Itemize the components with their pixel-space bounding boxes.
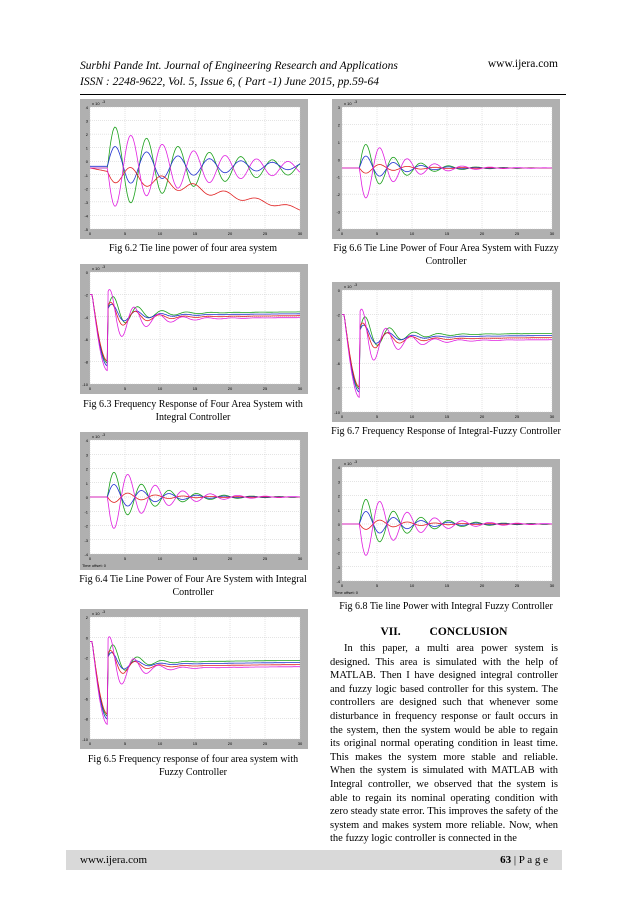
running-header xyxy=(80,58,398,90)
footer-page xyxy=(500,850,548,870)
y-tick-label: 1 xyxy=(337,507,340,513)
axis-multiplier: x 10 xyxy=(92,611,100,616)
y-tick-label: -6 xyxy=(84,337,88,343)
x-tick-label: 25 xyxy=(262,231,268,236)
x-tick-label: 0 xyxy=(340,583,344,588)
axis-exponent: -3 xyxy=(354,283,358,287)
y-tick-label: -3 xyxy=(336,564,340,570)
time-offset: Time offset: 0 xyxy=(334,590,359,595)
x-tick-label: 30 xyxy=(297,741,303,746)
plot-f65 xyxy=(80,609,308,749)
caption-6-5: Fig 6.5 Frequency response of four area system with Fuzzy Controller xyxy=(87,754,299,778)
x-tick-label: 15 xyxy=(444,414,450,419)
axis-exponent: -3 xyxy=(102,265,106,269)
caption-6-8: Fig 6.8 Tie line Power with Integral Fuzzy Controller xyxy=(339,601,553,612)
y-tick-label: 3 xyxy=(337,479,340,485)
y-tick-label: -4 xyxy=(84,314,88,320)
y-tick-label: -10 xyxy=(82,382,88,387)
conclusion-paragraph: In this paper, a multi area power system is designed. This area is simulated with the help of MATLAB. Then I have designed integral controller and fuzzy logic based controller for this system. The controllers are designed such that whenever some disturbance in frequency response or fault occurs in the system, then the system would be able to regain its original normal operating condition in least time. This makes the system more stable and reliable. When the system is simulated with MATLAB with Integral controller, we observed that the system is able to regain its nominal operating condition with zero steady state error. This improves the safety of the system and makes system more reliable. Now, when the fuzzy logic controller is connected in the xyxy=(330,643,558,845)
y-tick-label: 3 xyxy=(85,452,88,458)
x-tick-label: 10 xyxy=(157,386,163,391)
section-number: VII. xyxy=(380,626,401,638)
x-tick-label: 0 xyxy=(340,414,344,419)
y-tick-label: 3 xyxy=(337,105,340,110)
y-tick-label: 2 xyxy=(85,132,88,138)
y-tick-label: -1 xyxy=(336,174,340,180)
x-tick-label: 30 xyxy=(297,556,303,561)
x-tick-label: 30 xyxy=(549,414,555,419)
x-tick-label: 20 xyxy=(227,386,233,391)
y-tick-label: 3 xyxy=(85,118,88,124)
y-tick-label: 0 xyxy=(85,159,88,165)
figure-6-8 xyxy=(332,459,560,597)
y-tick-label: 0 xyxy=(85,635,88,641)
y-tick-label: 1 xyxy=(85,480,88,486)
y-tick-label: -3 xyxy=(84,537,88,543)
figure-6-5 xyxy=(80,609,308,749)
header-rule xyxy=(80,94,566,95)
y-tick-label: 1 xyxy=(337,139,340,145)
y-tick-label: -3 xyxy=(336,209,340,215)
y-tick-label: -4 xyxy=(336,336,340,342)
x-tick-label: 10 xyxy=(157,741,163,746)
caption-6-6: Fig 6.6 Tie Line Power of Four Area System with Fuzzy Controller xyxy=(333,243,559,267)
x-tick-label: 15 xyxy=(192,386,198,391)
y-tick-label: -6 xyxy=(84,696,88,702)
y-tick-label: -8 xyxy=(84,716,88,722)
x-tick-label: 25 xyxy=(262,556,268,561)
y-tick-label: 2 xyxy=(85,615,88,620)
x-tick-label: 20 xyxy=(227,556,233,561)
x-tick-label: 30 xyxy=(549,583,555,588)
y-tick-label: 0 xyxy=(337,157,340,163)
x-tick-label: 20 xyxy=(479,414,485,419)
plot-f68 xyxy=(332,459,560,597)
y-tick-label: -4 xyxy=(336,579,340,584)
y-tick-label: -4 xyxy=(84,676,88,681)
x-tick-label: 25 xyxy=(514,583,520,588)
y-tick-label: -6 xyxy=(336,361,340,367)
figure-6-3 xyxy=(80,264,308,394)
y-tick-label: -10 xyxy=(82,737,88,742)
y-tick-label: 4 xyxy=(337,465,340,470)
y-tick-label: -5 xyxy=(84,227,88,232)
axis-exponent: -3 xyxy=(354,460,358,464)
y-tick-label: 0 xyxy=(337,288,340,293)
y-tick-label: -1 xyxy=(336,536,340,542)
y-tick-label: -2 xyxy=(84,523,88,529)
header-site: www.ijera.com xyxy=(487,58,558,70)
x-tick-label: 25 xyxy=(262,741,268,746)
section-heading xyxy=(330,626,558,638)
y-tick-label: -2 xyxy=(336,312,340,318)
x-tick-label: 20 xyxy=(479,231,485,236)
time-offset: Time offset: 0 xyxy=(82,563,107,568)
x-tick-label: 10 xyxy=(409,414,415,419)
plot-f63 xyxy=(80,264,308,394)
y-tick-label: -2 xyxy=(84,292,88,298)
y-tick-label: 0 xyxy=(337,522,340,527)
x-tick-label: 20 xyxy=(227,231,233,236)
section-title: CONCLUSION xyxy=(429,626,508,638)
y-tick-label: -1 xyxy=(84,172,88,178)
x-tick-label: 15 xyxy=(444,583,450,588)
x-tick-label: 5 xyxy=(123,386,127,391)
y-tick-label: 0 xyxy=(85,495,88,500)
axis-multiplier: x 10 xyxy=(92,266,100,271)
page-label: | P a g e xyxy=(511,854,548,866)
x-tick-label: 10 xyxy=(409,583,415,588)
caption-6-2: Fig 6.2 Tie line power of four area system xyxy=(108,243,278,254)
x-tick-label: 25 xyxy=(514,414,520,419)
y-tick-label: -2 xyxy=(336,550,340,556)
x-tick-label: 10 xyxy=(157,556,163,561)
axis-multiplier: x 10 xyxy=(92,434,100,439)
x-tick-label: 0 xyxy=(88,231,92,236)
conclusion-body xyxy=(330,642,558,846)
y-tick-label: -2 xyxy=(336,192,340,198)
x-tick-label: 5 xyxy=(123,231,127,236)
x-tick-label: 20 xyxy=(479,583,485,588)
x-tick-label: 20 xyxy=(227,741,233,746)
x-tick-label: 5 xyxy=(375,231,379,236)
x-tick-label: 5 xyxy=(123,741,127,746)
x-tick-label: 25 xyxy=(514,231,520,236)
axis-multiplier: x 10 xyxy=(92,101,100,106)
axis-exponent: -3 xyxy=(102,100,106,104)
caption-6-7: Fig 6.7 Frequency Response of Integral-Fuzzy Controller xyxy=(331,426,561,437)
x-tick-label: 0 xyxy=(88,556,92,561)
x-tick-label: 0 xyxy=(340,231,344,236)
x-tick-label: 10 xyxy=(409,231,415,236)
issn-line: ISSN : 2248-9622, Vol. 5, Issue 6, ( Part -1) June 2015, pp.59-64 xyxy=(80,76,379,88)
axis-multiplier: x 10 xyxy=(344,101,352,106)
figure-6-7 xyxy=(332,282,560,422)
axis-exponent: -3 xyxy=(354,100,358,104)
y-tick-label: -8 xyxy=(84,359,88,365)
x-tick-label: 25 xyxy=(262,386,268,391)
x-tick-label: 15 xyxy=(192,556,198,561)
journal-line: Surbhi Pande Int. Journal of Engineering Research and Applications xyxy=(80,60,398,72)
x-tick-label: 30 xyxy=(297,386,303,391)
plot-f66 xyxy=(332,99,560,239)
x-tick-label: 15 xyxy=(192,231,198,236)
y-tick-label: 2 xyxy=(337,493,340,499)
x-tick-label: 15 xyxy=(444,231,450,236)
figure-6-4 xyxy=(80,432,308,570)
x-tick-label: 0 xyxy=(88,386,92,391)
y-tick-label: 0 xyxy=(85,270,88,275)
page-number: 63 xyxy=(500,854,512,866)
plot-f62 xyxy=(80,99,308,239)
figure-6-6 xyxy=(332,99,560,239)
y-tick-label: 4 xyxy=(85,438,88,443)
axis-exponent: -3 xyxy=(102,433,106,437)
x-tick-label: 0 xyxy=(88,741,92,746)
y-tick-label: -4 xyxy=(84,552,88,557)
x-tick-label: 10 xyxy=(157,231,163,236)
axis-exponent: -3 xyxy=(102,610,106,614)
y-tick-label: 1 xyxy=(85,145,88,151)
y-tick-label: 2 xyxy=(337,122,340,128)
x-tick-label: 30 xyxy=(297,231,303,236)
axis-multiplier: x 10 xyxy=(344,284,352,289)
x-tick-label: 5 xyxy=(123,556,127,561)
y-tick-label: 4 xyxy=(85,105,88,110)
plot-f67 xyxy=(332,282,560,422)
y-tick-label: 2 xyxy=(85,466,88,472)
y-tick-label: -4 xyxy=(336,227,340,232)
y-tick-label: -8 xyxy=(336,385,340,391)
x-tick-label: 15 xyxy=(192,741,198,746)
x-tick-label: 5 xyxy=(375,583,379,588)
y-tick-label: -4 xyxy=(84,213,88,219)
axis-multiplier: x 10 xyxy=(344,461,352,466)
y-tick-label: -3 xyxy=(84,199,88,205)
caption-6-4: Fig 6.4 Tie Line Power of Four Are System with Integral Controller xyxy=(79,574,307,598)
caption-6-3: Fig 6.3 Frequency Response of Four Area System with Integral Controller xyxy=(83,399,303,423)
y-tick-label: -1 xyxy=(84,509,88,515)
figure-6-2 xyxy=(80,99,308,239)
x-tick-label: 30 xyxy=(549,231,555,236)
plot-f64 xyxy=(80,432,308,570)
footer-site: www.ijera.com xyxy=(80,854,148,866)
y-tick-label: -2 xyxy=(84,186,88,192)
x-tick-label: 5 xyxy=(375,414,379,419)
y-tick-label: -10 xyxy=(334,410,340,415)
y-tick-label: -2 xyxy=(84,655,88,661)
page-footer xyxy=(66,850,562,870)
